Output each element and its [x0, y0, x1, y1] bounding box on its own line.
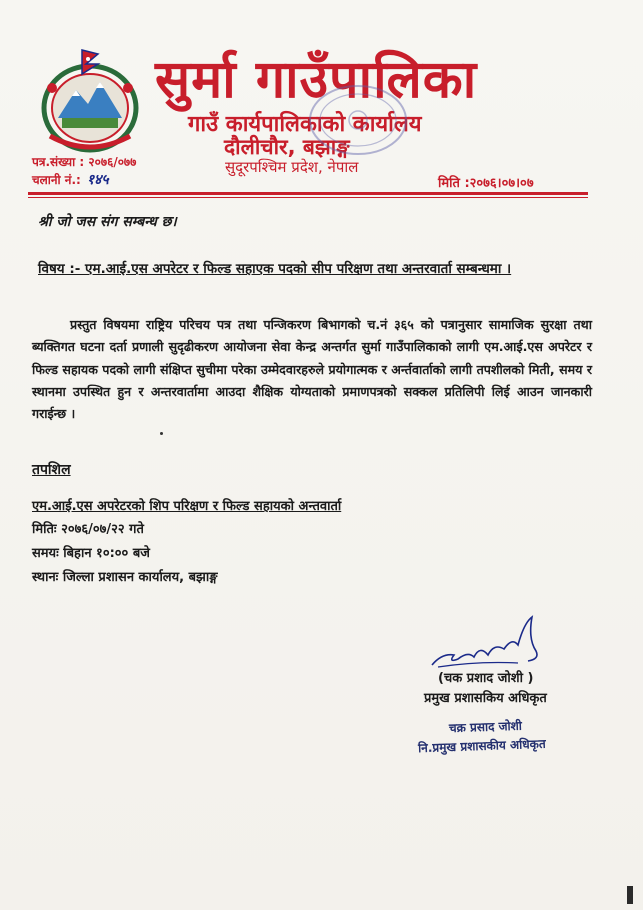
- municipality-title: सुर्मा गाउँपालिका: [155, 50, 478, 110]
- salutation: श्री जो जस संग सम्बन्ध छ।: [38, 214, 177, 230]
- header-rule-thick: [28, 192, 588, 195]
- office-seal-icon: [300, 80, 415, 158]
- nepal-emblem-icon: [38, 48, 142, 156]
- signatory-post: प्रमुख प्रशासकिय अधिकृत: [424, 691, 547, 706]
- dispatch-number: [32, 170, 109, 189]
- letter-date: मिति :२०७६।०७।०७: [438, 176, 534, 191]
- letter-number: पत्र.संख्या : २०७६/०७७: [32, 155, 137, 169]
- signature-icon: [428, 615, 548, 670]
- details-heading: तपशिल: [32, 462, 71, 478]
- scan-edge-mark: [627, 886, 633, 904]
- dispatch-value: १४५: [86, 172, 109, 188]
- office-name: गाउँ कार्यपालिकाको कार्यालय: [188, 112, 422, 137]
- details-date: मितिः २०७६/०७/२२ गते: [32, 522, 144, 537]
- details-place: स्थानः जिल्ला प्रशासन कार्यालय, बझाङ्ग: [32, 570, 218, 585]
- signatory-name: (चक प्रशाद जोशी ): [438, 671, 534, 686]
- province-name: सुदूरपश्चिम प्रदेश, नेपाल: [225, 158, 359, 176]
- subject-line: विषय :- एम.आई.एस अपरेटर र फिल्ड सहाएक पदको सीप परिक्षण तथा अन्तरवार्ता सम्बन्धमा ।: [38, 261, 512, 277]
- ink-dot: [160, 432, 163, 435]
- dispatch-label: चलानी नं.:: [32, 173, 81, 187]
- stamp-name: चक्र प्रसाद जोशी: [448, 718, 523, 736]
- header-rule-thin: [28, 197, 588, 198]
- body-text: प्रस्तुत विषयमा राष्ट्रिय परिचय पत्र तथा पन्जिकरण बिभागको च.नं ३६५ को पत्रानुसार सामाजिक सुरक्षा तथा ब्यक्तिगत घटना दर्ता प्रणाली सुदृढीकरण आयोजना सेवा केन्द्र अन्तर्गत सुर्मा गाउँपालिकाको लागी एम.आई.एस अपरेटर र फिल्ड सहायक पदको लागी संक्षिप्त सुचीमा परेका उम्मेदवारहरुले प्रयोगात्मक र अर्न्तवार्ताको लागी तपशीलको मिती, समय र स्थानमा उपस्थित हुन र अन्तरवार्तामा आउदा शैक्षिक योग्यताको प्रमाणपत्रको सक्कल प्रतिलिपी लिई आउन जानकारी गराईन्छ ।: [32, 317, 592, 422]
- stamp-post: नि.प्रमुख प्रशासकीय अधिकृत: [417, 736, 546, 756]
- details-time: समयः बिहान १०:०० बजे: [32, 546, 150, 561]
- details-event: एम.आई.एस अपरेटरको शिप परिक्षण र फिल्ड सहायको अन्तवार्ता: [32, 499, 342, 514]
- office-location: दौलीचौर, बझाङ्ग: [224, 135, 350, 159]
- body-paragraph: [32, 314, 592, 425]
